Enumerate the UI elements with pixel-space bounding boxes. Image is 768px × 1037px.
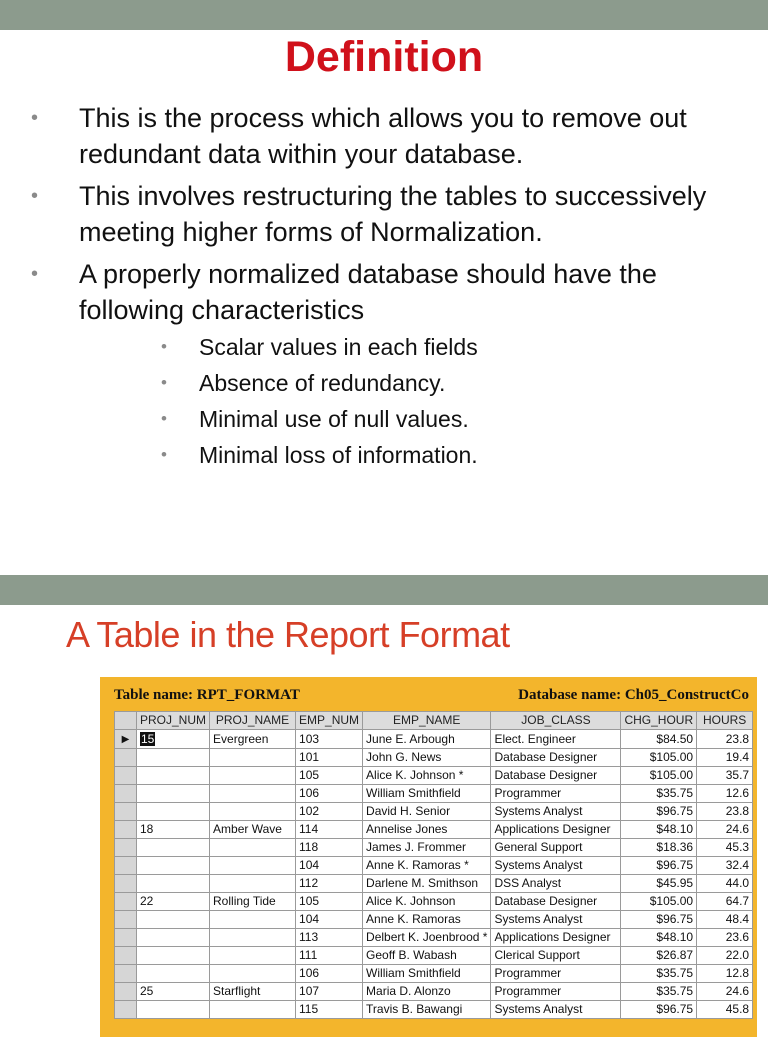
table-cell-job-class[interactable]: DSS Analyst <box>491 875 621 893</box>
table-cell-hours[interactable]: 35.7 <box>697 767 753 785</box>
table-cell-chg-hour[interactable]: $35.75 <box>621 965 697 983</box>
table-cell-job-class[interactable]: Programmer <box>491 965 621 983</box>
table-cell-emp-num[interactable]: 107 <box>296 983 363 1001</box>
table-cell-emp-name[interactable]: Darlene M. Smithson <box>363 875 491 893</box>
table-body <box>115 730 753 1019</box>
table-row[interactable] <box>115 875 753 893</box>
column-header-chg-hour[interactable]: CHG_HOUR <box>621 712 697 730</box>
bullet-dot-icon: • <box>31 185 39 207</box>
table-cell-chg-hour[interactable]: $105.00 <box>621 893 697 911</box>
table-cell-emp-name[interactable]: Anne K. Ramoras * <box>363 857 491 875</box>
table-row[interactable] <box>115 730 753 749</box>
table-row[interactable] <box>115 1001 753 1019</box>
row-selector[interactable] <box>115 839 137 857</box>
table-cell-proj-num[interactable] <box>137 1001 210 1019</box>
sub-bullet-item <box>79 368 768 398</box>
bullet-dot-icon: • <box>161 409 167 428</box>
bullet-item <box>0 256 768 470</box>
table-cell-hours[interactable]: 45.8 <box>697 1001 753 1019</box>
table-cell-emp-name[interactable]: June E. Arbough <box>363 730 491 749</box>
sub-bullet-item <box>79 404 768 434</box>
definition-bullets <box>0 100 768 476</box>
table-cell-proj-name[interactable]: Starflight <box>210 983 296 1001</box>
table-cell-hours[interactable]: 23.8 <box>697 803 753 821</box>
table-cell-emp-name[interactable]: Alice K. Johnson * <box>363 767 491 785</box>
bullet-dot-icon: • <box>31 263 39 285</box>
table-cell-proj-num[interactable]: 25 <box>137 983 210 1001</box>
bullet-item <box>0 178 768 250</box>
row-selector[interactable] <box>115 803 137 821</box>
table-cell-proj-name[interactable] <box>210 857 296 875</box>
sub-bullet-text: Absence of redundancy. <box>199 370 446 396</box>
bullet-dot-icon: • <box>31 107 39 129</box>
rpt-format-table <box>114 711 753 1019</box>
table-cell-proj-num[interactable] <box>137 875 210 893</box>
table-cell-hours[interactable]: 23.6 <box>697 929 753 947</box>
table-cell-emp-num[interactable]: 111 <box>296 947 363 965</box>
table-row[interactable] <box>115 965 753 983</box>
table-cell-job-class[interactable]: General Support <box>491 839 621 857</box>
definition-title: Definition <box>284 33 484 81</box>
row-selector[interactable] <box>115 857 137 875</box>
database-name-label: Database name: Ch05_ConstructCo <box>518 687 749 703</box>
column-header-hours[interactable]: HOURS <box>697 712 753 730</box>
bullet-text: This is the process which allows you to remove out redundant data within your database. <box>79 103 687 169</box>
table-row[interactable] <box>115 803 753 821</box>
table-cell-chg-hour[interactable]: $48.10 <box>621 929 697 947</box>
table-cell-proj-num[interactable] <box>137 749 210 767</box>
table-cell-emp-num[interactable]: 104 <box>296 911 363 929</box>
sub-bullet-text: Minimal loss of information. <box>199 442 478 468</box>
table-cell-emp-name[interactable]: Geoff B. Wabash <box>363 947 491 965</box>
table-row[interactable] <box>115 929 753 947</box>
row-selector[interactable] <box>115 785 137 803</box>
row-selector[interactable] <box>115 749 137 767</box>
row-selector[interactable] <box>115 893 137 911</box>
cell-cursor: 15 <box>141 731 155 746</box>
row-selector-header <box>115 712 137 730</box>
table-cell-hours[interactable]: 22.0 <box>697 947 753 965</box>
table-cell-emp-num[interactable]: 106 <box>296 965 363 983</box>
table-cell-chg-hour[interactable]: $45.95 <box>621 875 697 893</box>
report-format-title: A Table in the Report Format <box>66 614 510 655</box>
table-cell-hours[interactable]: 32.4 <box>697 857 753 875</box>
column-header-proj-name[interactable]: PROJ_NAME <box>210 712 296 730</box>
sub-bullet-text: Minimal use of null values. <box>199 406 469 432</box>
table-row[interactable] <box>115 767 753 785</box>
table-cell-proj-name[interactable]: Rolling Tide <box>210 893 296 911</box>
table-cell-proj-num[interactable]: 18 <box>137 821 210 839</box>
table-cell-proj-name[interactable] <box>210 947 296 965</box>
table-cell-emp-num[interactable]: 101 <box>296 749 363 767</box>
bullet-item <box>0 100 768 172</box>
table-cell-proj-num[interactable] <box>137 947 210 965</box>
top-band <box>0 0 768 30</box>
table-cell-emp-name[interactable]: Annelise Jones <box>363 821 491 839</box>
row-selector[interactable] <box>115 947 137 965</box>
row-selector[interactable] <box>115 730 137 749</box>
table-row[interactable] <box>115 893 753 911</box>
table-cell-chg-hour[interactable]: $18.36 <box>621 839 697 857</box>
table-cell-job-class[interactable]: Programmer <box>491 785 621 803</box>
table-row[interactable] <box>115 947 753 965</box>
table-row[interactable] <box>115 857 753 875</box>
table-frame <box>100 677 757 1037</box>
table-cell-emp-name[interactable]: William Smithfield <box>363 965 491 983</box>
table-cell-job-class[interactable]: Systems Analyst <box>491 857 621 875</box>
table-cell-emp-num[interactable]: 106 <box>296 785 363 803</box>
mid-band <box>0 575 768 605</box>
current-row-arrow-icon: ▶ <box>121 734 130 745</box>
table-row[interactable] <box>115 821 753 839</box>
table-cell-chg-hour[interactable]: $96.75 <box>621 857 697 875</box>
table-cell-emp-num[interactable]: 114 <box>296 821 363 839</box>
table-cell-proj-name[interactable] <box>210 767 296 785</box>
column-header-emp-name[interactable]: EMP_NAME <box>363 712 491 730</box>
table-row[interactable] <box>115 983 753 1001</box>
table-cell-proj-name[interactable] <box>210 911 296 929</box>
table-cell-emp-name[interactable]: Travis B. Bawangi <box>363 1001 491 1019</box>
table-cell-job-class[interactable]: Applications Designer <box>491 821 621 839</box>
table-cell-emp-name[interactable]: William Smithfield <box>363 785 491 803</box>
table-cell-hours[interactable]: 12.6 <box>697 785 753 803</box>
table-cell-job-class[interactable]: Systems Analyst <box>491 911 621 929</box>
table-cell-proj-name[interactable]: Amber Wave <box>210 821 296 839</box>
row-selector[interactable] <box>115 821 137 839</box>
bullet-text: A properly normalized database should have the following characteristics <box>79 259 657 325</box>
table-cell-proj-num[interactable] <box>137 929 210 947</box>
table-cell-job-class[interactable]: Database Designer <box>491 893 621 911</box>
sub-bullets <box>79 332 768 470</box>
row-selector[interactable] <box>115 929 137 947</box>
table-cell-emp-name[interactable]: Maria D. Alonzo <box>363 983 491 1001</box>
row-selector[interactable] <box>115 767 137 785</box>
table-cell-emp-num[interactable]: 113 <box>296 929 363 947</box>
table-cell-chg-hour[interactable]: $96.75 <box>621 803 697 821</box>
table-cell-job-class[interactable]: Systems Analyst <box>491 803 621 821</box>
row-selector[interactable] <box>115 965 137 983</box>
table-cell-emp-name[interactable]: David H. Senior <box>363 803 491 821</box>
table-cell-chg-hour[interactable]: $35.75 <box>621 785 697 803</box>
table-cell-chg-hour[interactable]: $105.00 <box>621 767 697 785</box>
table-cell-emp-num[interactable]: 104 <box>296 857 363 875</box>
table-row[interactable] <box>115 839 753 857</box>
table-cell-proj-num[interactable] <box>137 857 210 875</box>
table-cell-emp-name[interactable]: James J. Frommer <box>363 839 491 857</box>
table-cell-proj-name[interactable] <box>210 803 296 821</box>
table-header-row <box>115 712 753 730</box>
table-row[interactable] <box>115 749 753 767</box>
table-cell-proj-num[interactable]: 22 <box>137 893 210 911</box>
table-cell-proj-num[interactable] <box>137 730 210 749</box>
table-cell-job-class[interactable]: Programmer <box>491 983 621 1001</box>
table-cell-chg-hour[interactable]: $96.75 <box>621 1001 697 1019</box>
sub-bullet-text: Scalar values in each fields <box>199 334 478 360</box>
bullet-dot-icon: • <box>161 337 167 356</box>
table-cell-hours[interactable]: 23.8 <box>697 730 753 749</box>
table-cell-hours[interactable]: 45.3 <box>697 839 753 857</box>
table-cell-chg-hour[interactable]: $35.75 <box>621 983 697 1001</box>
table-cell-proj-num[interactable] <box>137 839 210 857</box>
sub-bullet-item <box>79 440 768 470</box>
table-cell-hours[interactable]: 48.4 <box>697 911 753 929</box>
table-cell-emp-num[interactable]: 118 <box>296 839 363 857</box>
table-cell-job-class[interactable]: Applications Designer <box>491 929 621 947</box>
table-name-label: Table name: RPT_FORMAT <box>114 687 300 703</box>
row-selector[interactable] <box>115 911 137 929</box>
table-cell-emp-num[interactable]: 102 <box>296 803 363 821</box>
table-cell-emp-num[interactable]: 105 <box>296 767 363 785</box>
table-cell-proj-num[interactable] <box>137 785 210 803</box>
table-cell-emp-name[interactable]: Delbert K. Joenbrood * <box>363 929 491 947</box>
table-cell-hours[interactable]: 24.6 <box>697 983 753 1001</box>
table-cell-proj-name[interactable] <box>210 749 296 767</box>
bullet-dot-icon: • <box>161 445 167 464</box>
table-cell-proj-name[interactable] <box>210 839 296 857</box>
table-cell-job-class[interactable]: Database Designer <box>491 749 621 767</box>
table-cell-emp-num[interactable]: 112 <box>296 875 363 893</box>
table-cell-hours[interactable]: 24.6 <box>697 821 753 839</box>
table-cell-emp-num[interactable]: 115 <box>296 1001 363 1019</box>
table-cell-chg-hour[interactable]: $84.50 <box>621 730 697 749</box>
table-cell-proj-num[interactable] <box>137 911 210 929</box>
table-cell-proj-name[interactable] <box>210 965 296 983</box>
table-cell-job-class[interactable]: Clerical Support <box>491 947 621 965</box>
row-selector[interactable] <box>115 983 137 1001</box>
row-selector[interactable] <box>115 1001 137 1019</box>
table-cell-hours[interactable]: 44.0 <box>697 875 753 893</box>
table-cell-hours[interactable]: 19.4 <box>697 749 753 767</box>
table-cell-proj-name[interactable] <box>210 929 296 947</box>
bullet-text: This involves restructuring the tables to successively meeting higher forms of Normalization. <box>79 181 707 247</box>
table-cell-proj-name[interactable] <box>210 785 296 803</box>
table-cell-job-class[interactable]: Systems Analyst <box>491 1001 621 1019</box>
column-header-proj-num[interactable]: PROJ_NUM <box>137 712 210 730</box>
table-cell-proj-num[interactable] <box>137 803 210 821</box>
bullet-dot-icon: • <box>161 373 167 392</box>
column-header-emp-num[interactable]: EMP_NUM <box>296 712 363 730</box>
table-cell-proj-name[interactable] <box>210 875 296 893</box>
column-header-job-class[interactable]: JOB_CLASS <box>491 712 621 730</box>
table-cell-emp-name[interactable]: John G. News <box>363 749 491 767</box>
table-cell-proj-num[interactable] <box>137 767 210 785</box>
table-cell-hours[interactable]: 64.7 <box>697 893 753 911</box>
table-cell-chg-hour[interactable]: $96.75 <box>621 911 697 929</box>
table-cell-chg-hour[interactable]: $48.10 <box>621 821 697 839</box>
table-row[interactable] <box>115 785 753 803</box>
table-cell-job-class[interactable]: Database Designer <box>491 767 621 785</box>
table-cell-chg-hour[interactable]: $105.00 <box>621 749 697 767</box>
table-cell-proj-name[interactable] <box>210 1001 296 1019</box>
table-cell-hours[interactable]: 12.8 <box>697 965 753 983</box>
sub-bullet-item <box>79 332 768 362</box>
table-cell-emp-name[interactable]: Anne K. Ramoras <box>363 911 491 929</box>
table-cell-emp-name[interactable]: Alice K. Johnson <box>363 893 491 911</box>
row-selector[interactable] <box>115 875 137 893</box>
table-cell-emp-num[interactable]: 105 <box>296 893 363 911</box>
table-cell-chg-hour[interactable]: $26.87 <box>621 947 697 965</box>
table-cell-emp-num[interactable]: 103 <box>296 730 363 749</box>
table-cell-proj-name[interactable]: Evergreen <box>210 730 296 749</box>
table-cell-job-class[interactable]: Elect. Engineer <box>491 730 621 749</box>
table-row[interactable] <box>115 911 753 929</box>
table-cell-proj-num[interactable] <box>137 965 210 983</box>
